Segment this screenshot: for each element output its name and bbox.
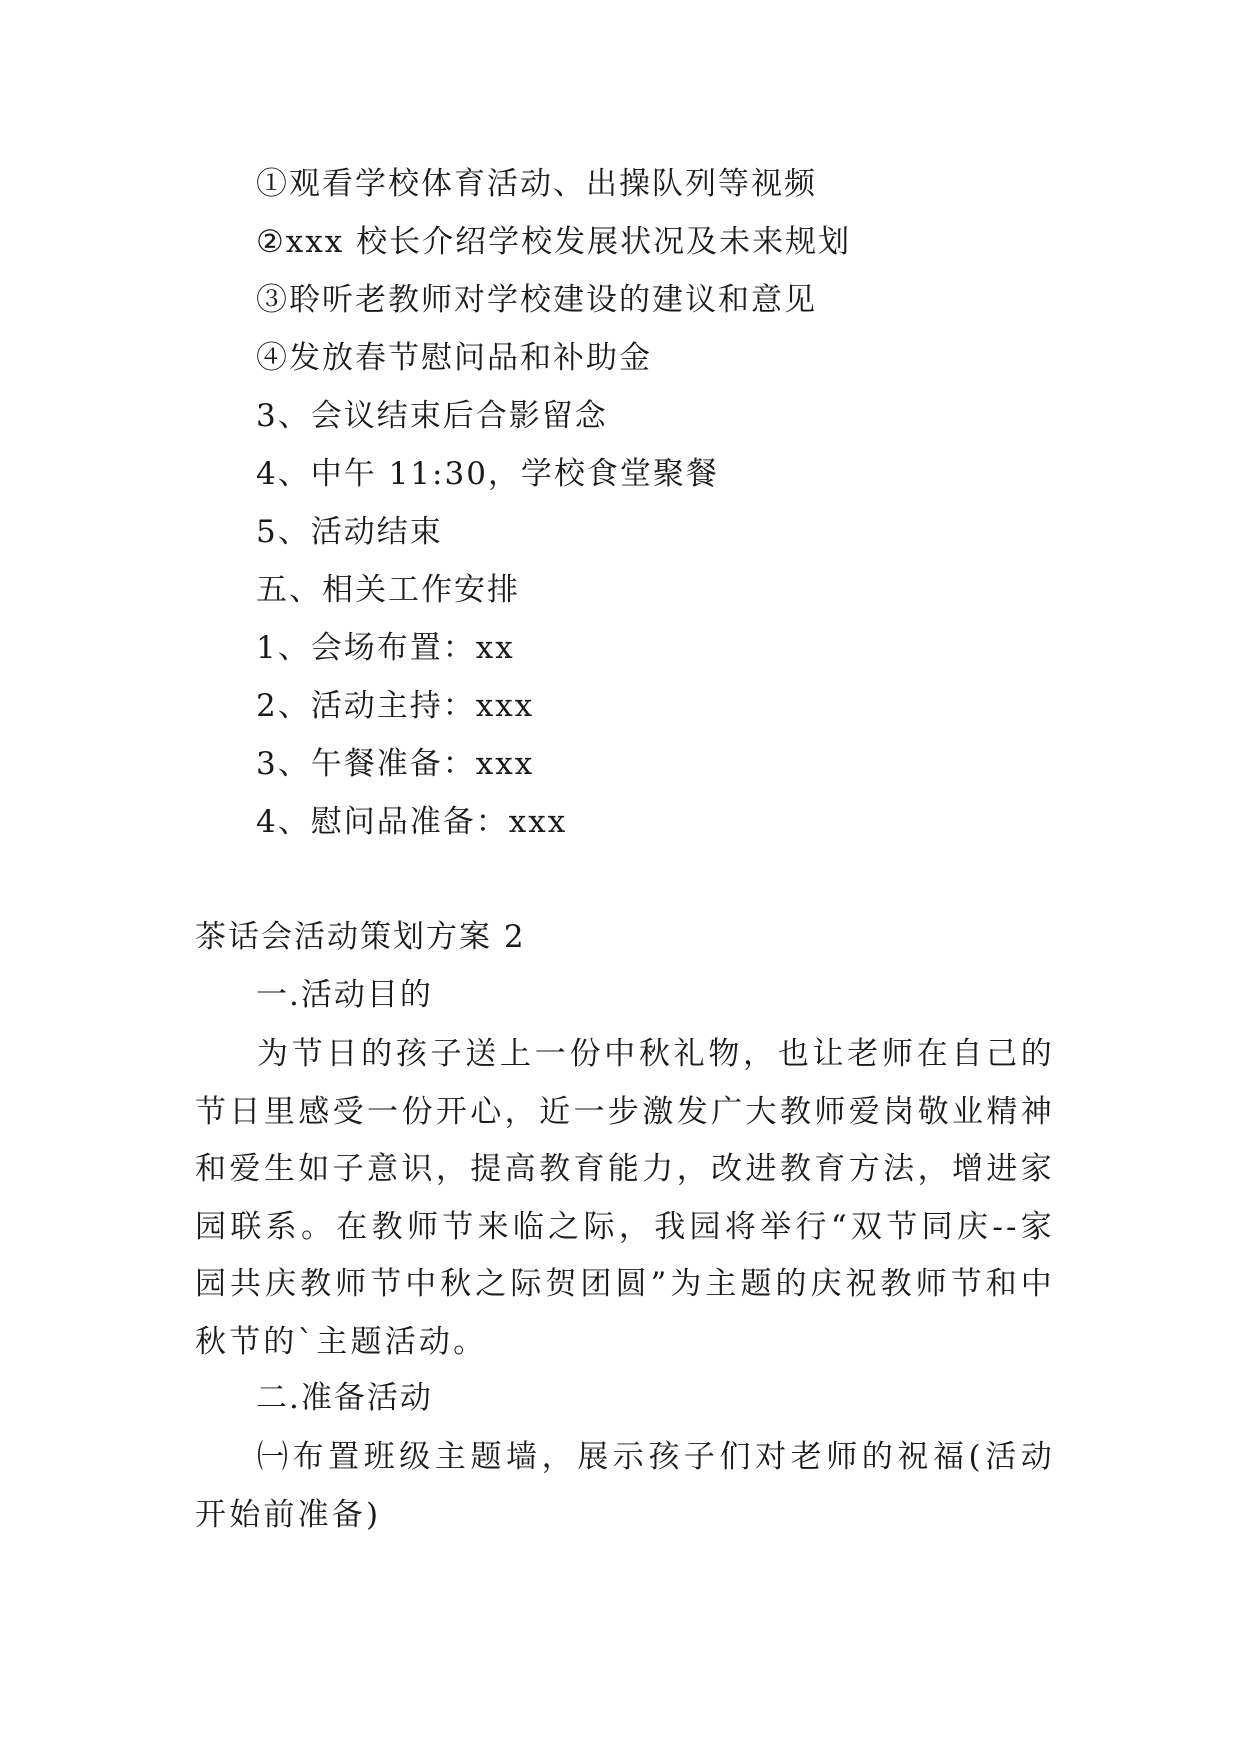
section-heading: 五、相关工作安排 [256, 572, 520, 608]
list-item: 3、午餐准备：xxx [256, 746, 535, 782]
list-item: 4、中午 11:30，学校食堂聚餐 [256, 456, 719, 492]
section-heading: 一.活动目的 [256, 977, 433, 1013]
list-item: ③聆听老教师对学校建设的建议和意见 [256, 282, 817, 318]
list-item: 3、会议结束后合影留念 [256, 398, 608, 434]
list-item: ④发放春节慰问品和补助金 [256, 340, 652, 376]
list-item: 2、活动主持：xxx [256, 688, 535, 724]
list-item: ①观看学校体育活动、出操队列等视频 [256, 166, 817, 202]
list-item: 4、慰问品准备：xxx [256, 804, 568, 840]
list-item: 5、活动结束 [256, 514, 443, 550]
body-paragraph: ㈠布置班级主题墙，展示孩子们对老师的祝福(活动开始前准备) [195, 1439, 1055, 1533]
list-item: 1、会场布置：xx [256, 630, 515, 666]
body-paragraph: 为节日的孩子送上一份中秋礼物，也让老师在自己的节日里感受一份开心，近一步激发广大教师爱岗敬业精神和爱生如子意识，提高教育能力，改进教育方法，增进家园联系。在教师节来临之际，我园将举行“双节同庆--家园共庆教师节中秋之际贺团圆”为主题的庆祝教师节和中秋节的`主题活动。 [195, 1036, 1055, 1360]
list-item: ②xxx 校长介绍学校发展状况及未来规划 [256, 224, 852, 260]
section-heading: 二.准备活动 [256, 1380, 433, 1416]
document-title: 茶话会活动策划方案 2 [195, 919, 526, 955]
